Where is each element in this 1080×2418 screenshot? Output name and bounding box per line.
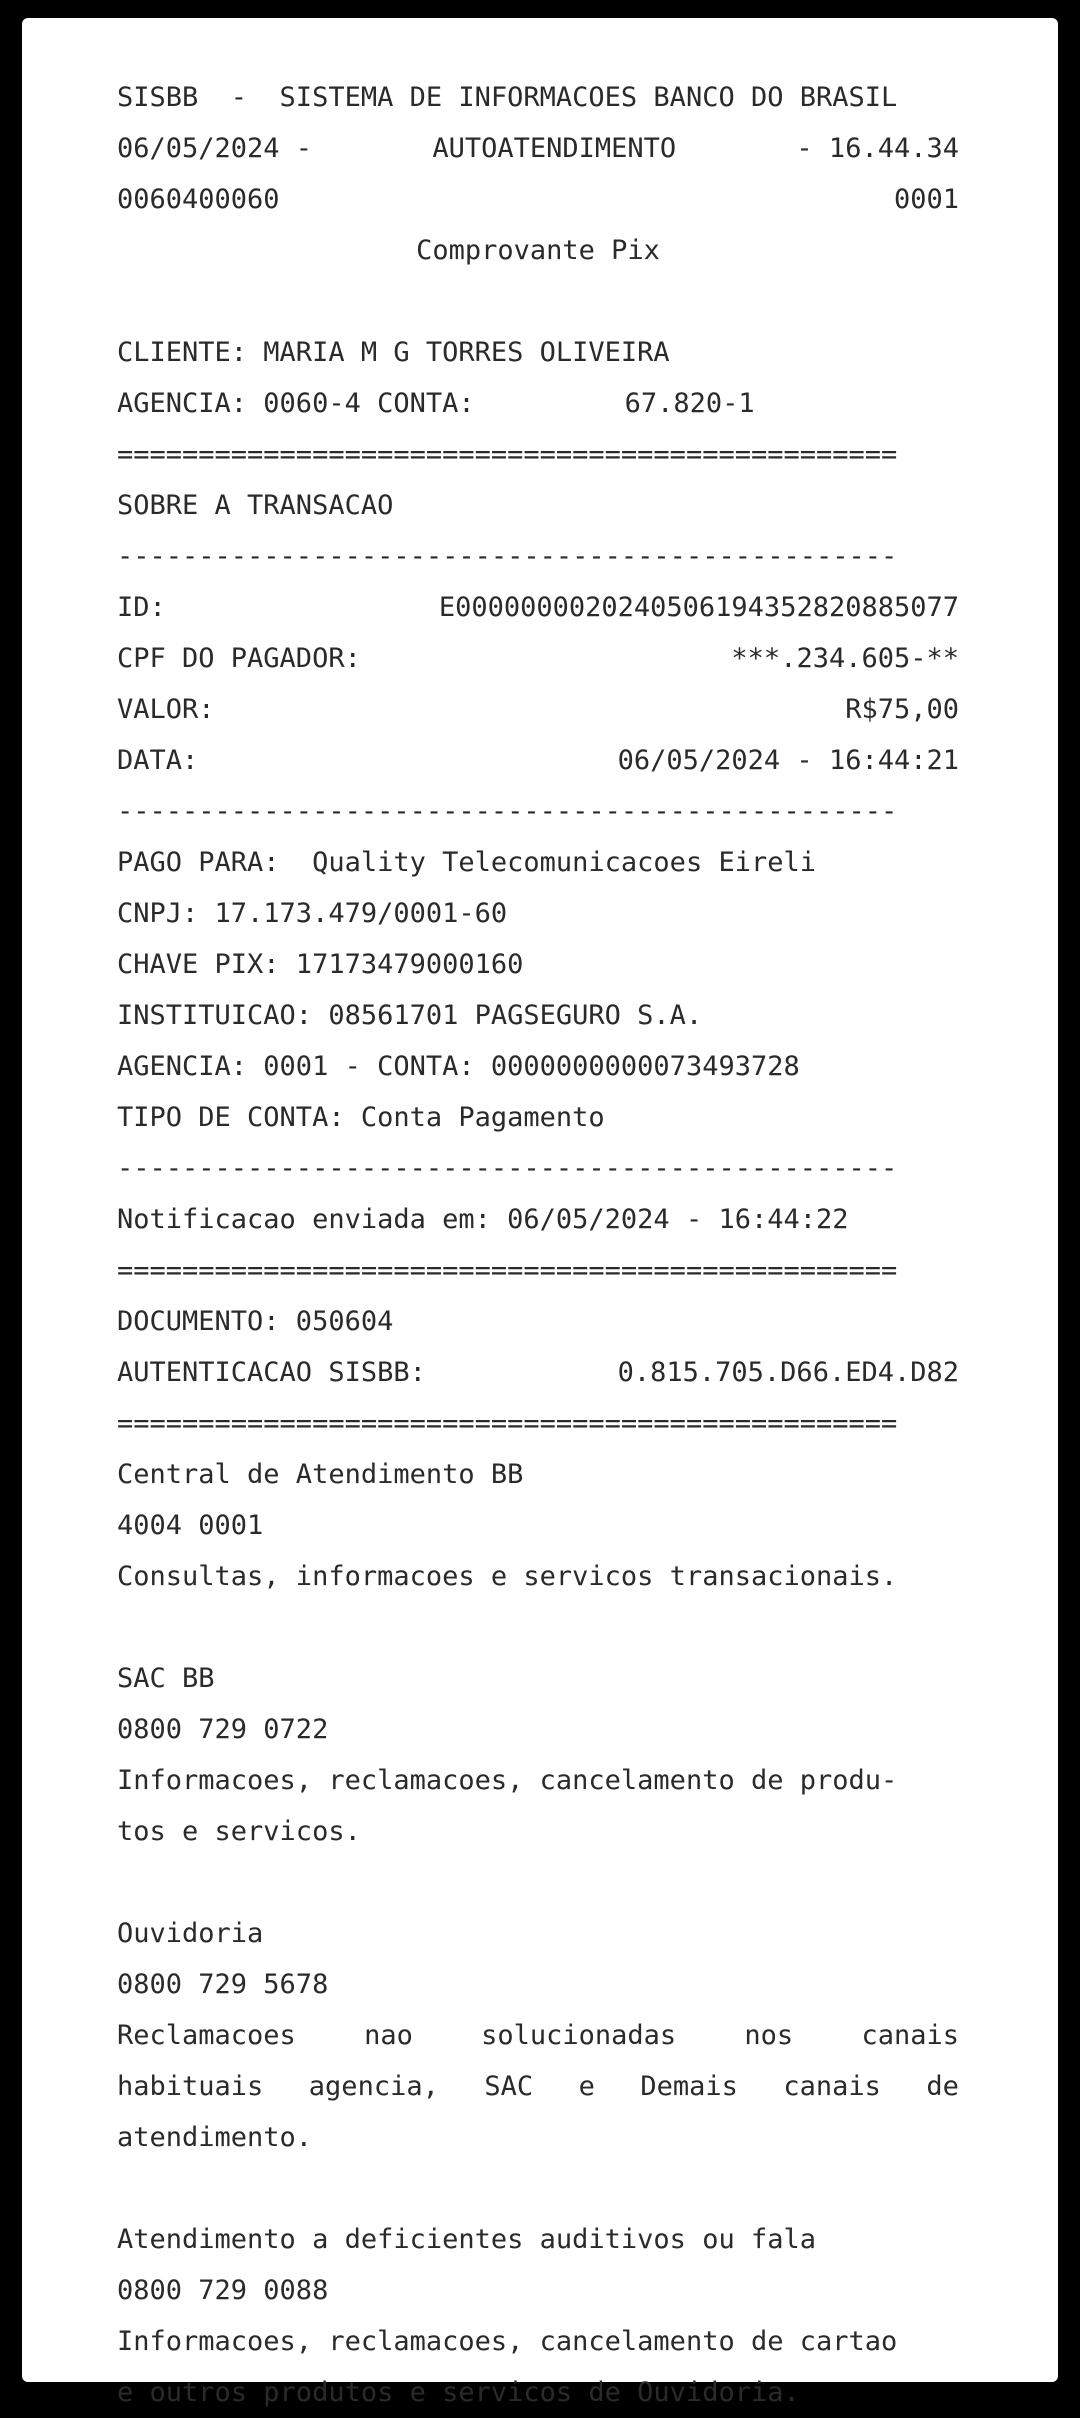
header-date-row xyxy=(117,123,959,174)
single-separator: ------------------------------------------------ xyxy=(117,1153,898,1184)
document-number: DOCUMENTO: 050604 xyxy=(117,1306,394,1337)
client-account-label: AGENCIA: 0060-4 CONTA: xyxy=(117,388,475,419)
payee-account-type: TIPO DE CONTA: Conta Pagamento xyxy=(117,1102,605,1133)
payee-cnpj: CNPJ: 17.173.479/0001-60 xyxy=(117,898,508,929)
receipt-paper xyxy=(22,18,1058,2408)
deficientes-description-line1: Informacoes, reclamacoes, cancelamento de cartao xyxy=(117,2326,898,2357)
double-separator: ================================================ xyxy=(117,1255,898,1286)
word: canais xyxy=(861,2020,959,2051)
spacer xyxy=(117,1857,959,1908)
word: de xyxy=(926,2071,959,2102)
ouvidoria-description-line2 xyxy=(117,2061,959,2112)
word: e xyxy=(578,2071,595,2102)
double-separator: ================================================ xyxy=(117,439,898,470)
header-time: - 16.44.34 xyxy=(796,133,959,164)
header-channel: AUTOATENDIMENTO xyxy=(432,133,677,164)
word: nao xyxy=(364,2020,413,2051)
ouvidoria-description-line3: atendimento. xyxy=(117,2122,313,2153)
client-account-row xyxy=(117,378,959,429)
sac-title: SAC BB xyxy=(117,1663,215,1694)
word: Demais xyxy=(640,2071,738,2102)
header-terminal-row xyxy=(117,174,959,225)
payee-institution: INSTITUICAO: 08561701 PAGSEGURO S.A. xyxy=(117,1000,703,1031)
central-description: Consultas, informacoes e servicos transacionais. xyxy=(117,1561,898,1592)
amount-row xyxy=(117,684,959,735)
word: solucionadas xyxy=(481,2020,677,2051)
pix-key: CHAVE PIX: 17173479000160 xyxy=(117,949,524,980)
central-phone: 4004 0001 xyxy=(117,1510,264,1541)
client-account-value: 67.820-1 xyxy=(624,388,755,419)
transaction-id-label: ID: xyxy=(117,592,166,623)
header-terminal: 0060400060 xyxy=(117,184,280,215)
word: Reclamacoes xyxy=(117,2020,296,2051)
deficientes-description-line2: e outros produtos e servicos de Ouvidoria. xyxy=(117,2377,800,2408)
single-separator: ------------------------------------------------ xyxy=(117,796,898,827)
payer-cpf-label: CPF DO PAGADOR: xyxy=(117,643,361,674)
spacer xyxy=(117,276,959,327)
authentication-label: AUTENTICACAO SISBB: xyxy=(117,1357,426,1388)
word: canais xyxy=(783,2071,881,2102)
ouvidoria-title: Ouvidoria xyxy=(117,1918,264,1949)
authentication-value: 0.815.705.D66.ED4.D82 xyxy=(617,1357,959,1388)
amount-value: R$75,00 xyxy=(845,694,959,725)
amount-label: VALOR: xyxy=(117,694,215,725)
notification-line: Notificacao enviada em: 06/05/2024 - 16:44:22 xyxy=(117,1204,849,1235)
transaction-id-row xyxy=(117,582,959,633)
transaction-date-label: DATA: xyxy=(117,745,199,776)
word: habituais xyxy=(117,2071,264,2102)
paid-to: PAGO PARA: Quality Telecomunicacoes Eireli xyxy=(117,847,816,878)
central-title: Central de Atendimento BB xyxy=(117,1459,524,1490)
ouvidoria-phone: 0800 729 5678 xyxy=(117,1969,329,2000)
sac-description-line1: Informacoes, reclamacoes, cancelamento de produ- xyxy=(117,1765,898,1796)
spacer xyxy=(117,2163,959,2214)
system-title: SISBB - SISTEMA DE INFORMACOES BANCO DO BRASIL xyxy=(117,82,898,113)
sac-phone: 0800 729 0722 xyxy=(117,1714,329,1745)
header-date: 06/05/2024 - xyxy=(117,133,313,164)
client-name: CLIENTE: MARIA M G TORRES OLIVEIRA xyxy=(117,337,670,368)
transaction-date-value: 06/05/2024 - 16:44:21 xyxy=(617,745,959,776)
transaction-section-title: SOBRE A TRANSACAO xyxy=(117,490,394,521)
transaction-id-value: E00000000202405061943528208850​77 xyxy=(438,592,959,623)
payee-branch-account: AGENCIA: 0001 - CONTA: 0000000000073493728 xyxy=(117,1051,800,1082)
word: agencia, xyxy=(308,2071,439,2102)
receipt-title: Comprovante Pix xyxy=(416,235,660,266)
deficientes-title: Atendimento a deficientes auditivos ou fala xyxy=(117,2224,816,2255)
payer-cpf-row xyxy=(117,633,959,684)
header-sequence: 0001 xyxy=(893,184,959,215)
deficientes-phone: 0800 729 0088 xyxy=(117,2275,329,2306)
single-separator: ------------------------------------------------ xyxy=(117,541,898,572)
payer-cpf-value: ***.234.605-** xyxy=(731,643,959,674)
word: nos xyxy=(744,2020,794,2051)
word: SAC xyxy=(484,2071,534,2102)
ouvidoria-description-line1 xyxy=(117,2010,959,2061)
authentication-row xyxy=(117,1347,959,1398)
transaction-date-row xyxy=(117,735,959,786)
double-separator: ================================================ xyxy=(117,1408,898,1439)
sac-description-line2: tos e servicos. xyxy=(117,1816,361,1847)
spacer xyxy=(117,1602,959,1653)
receipt-content xyxy=(117,72,959,2418)
